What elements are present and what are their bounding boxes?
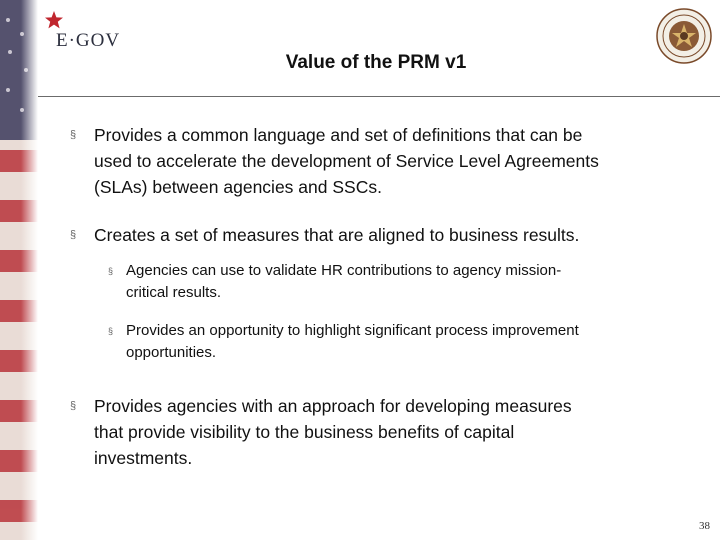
logo-text: E·GOV	[56, 30, 121, 51]
egov-logo	[44, 10, 134, 50]
sub-bullet-line: Agencies can use to validate HR contributions to agency mission-	[126, 262, 562, 279]
bullet-item-2	[70, 222, 694, 248]
opm-seal-icon	[656, 8, 712, 64]
red-star-icon	[44, 10, 64, 30]
sub-bullet-line: opportunities.	[126, 344, 217, 361]
bullet-line: (SLAs) between agencies and SSCs.	[94, 177, 382, 197]
sub-bullet-marker: §	[108, 326, 114, 336]
bullet-line: Creates a set of measures that are aligned to business results.	[94, 225, 580, 245]
bullet-marker: §	[70, 229, 77, 241]
sub-bullet-item-2	[108, 320, 696, 364]
sub-bullet-item-1	[108, 260, 696, 304]
bullet-line: investments.	[94, 448, 193, 468]
sub-bullet-line: critical results.	[126, 284, 222, 301]
bullet-line: that provide visibility to the business benefits of capital	[94, 422, 515, 442]
sub-bullet-marker: §	[108, 266, 114, 276]
header-divider	[38, 96, 720, 97]
page-number: 38	[699, 520, 710, 532]
bullet-line: used to accelerate the development of Service Level Agreements	[94, 151, 599, 171]
flag-decoration	[0, 0, 38, 540]
bullet-line: Provides agencies with an approach for developing measures	[94, 396, 572, 416]
bullet-item-1	[70, 122, 694, 200]
sub-bullet-line: Provides an opportunity to highlight significant process improvement	[126, 322, 579, 339]
page-title: Value of the PRM v1	[285, 52, 467, 73]
bullet-marker: §	[70, 129, 77, 141]
bullet-marker: §	[70, 400, 77, 412]
bullet-line: Provides a common language and set of definitions that can be	[94, 125, 583, 145]
bullet-item-3	[70, 393, 694, 471]
